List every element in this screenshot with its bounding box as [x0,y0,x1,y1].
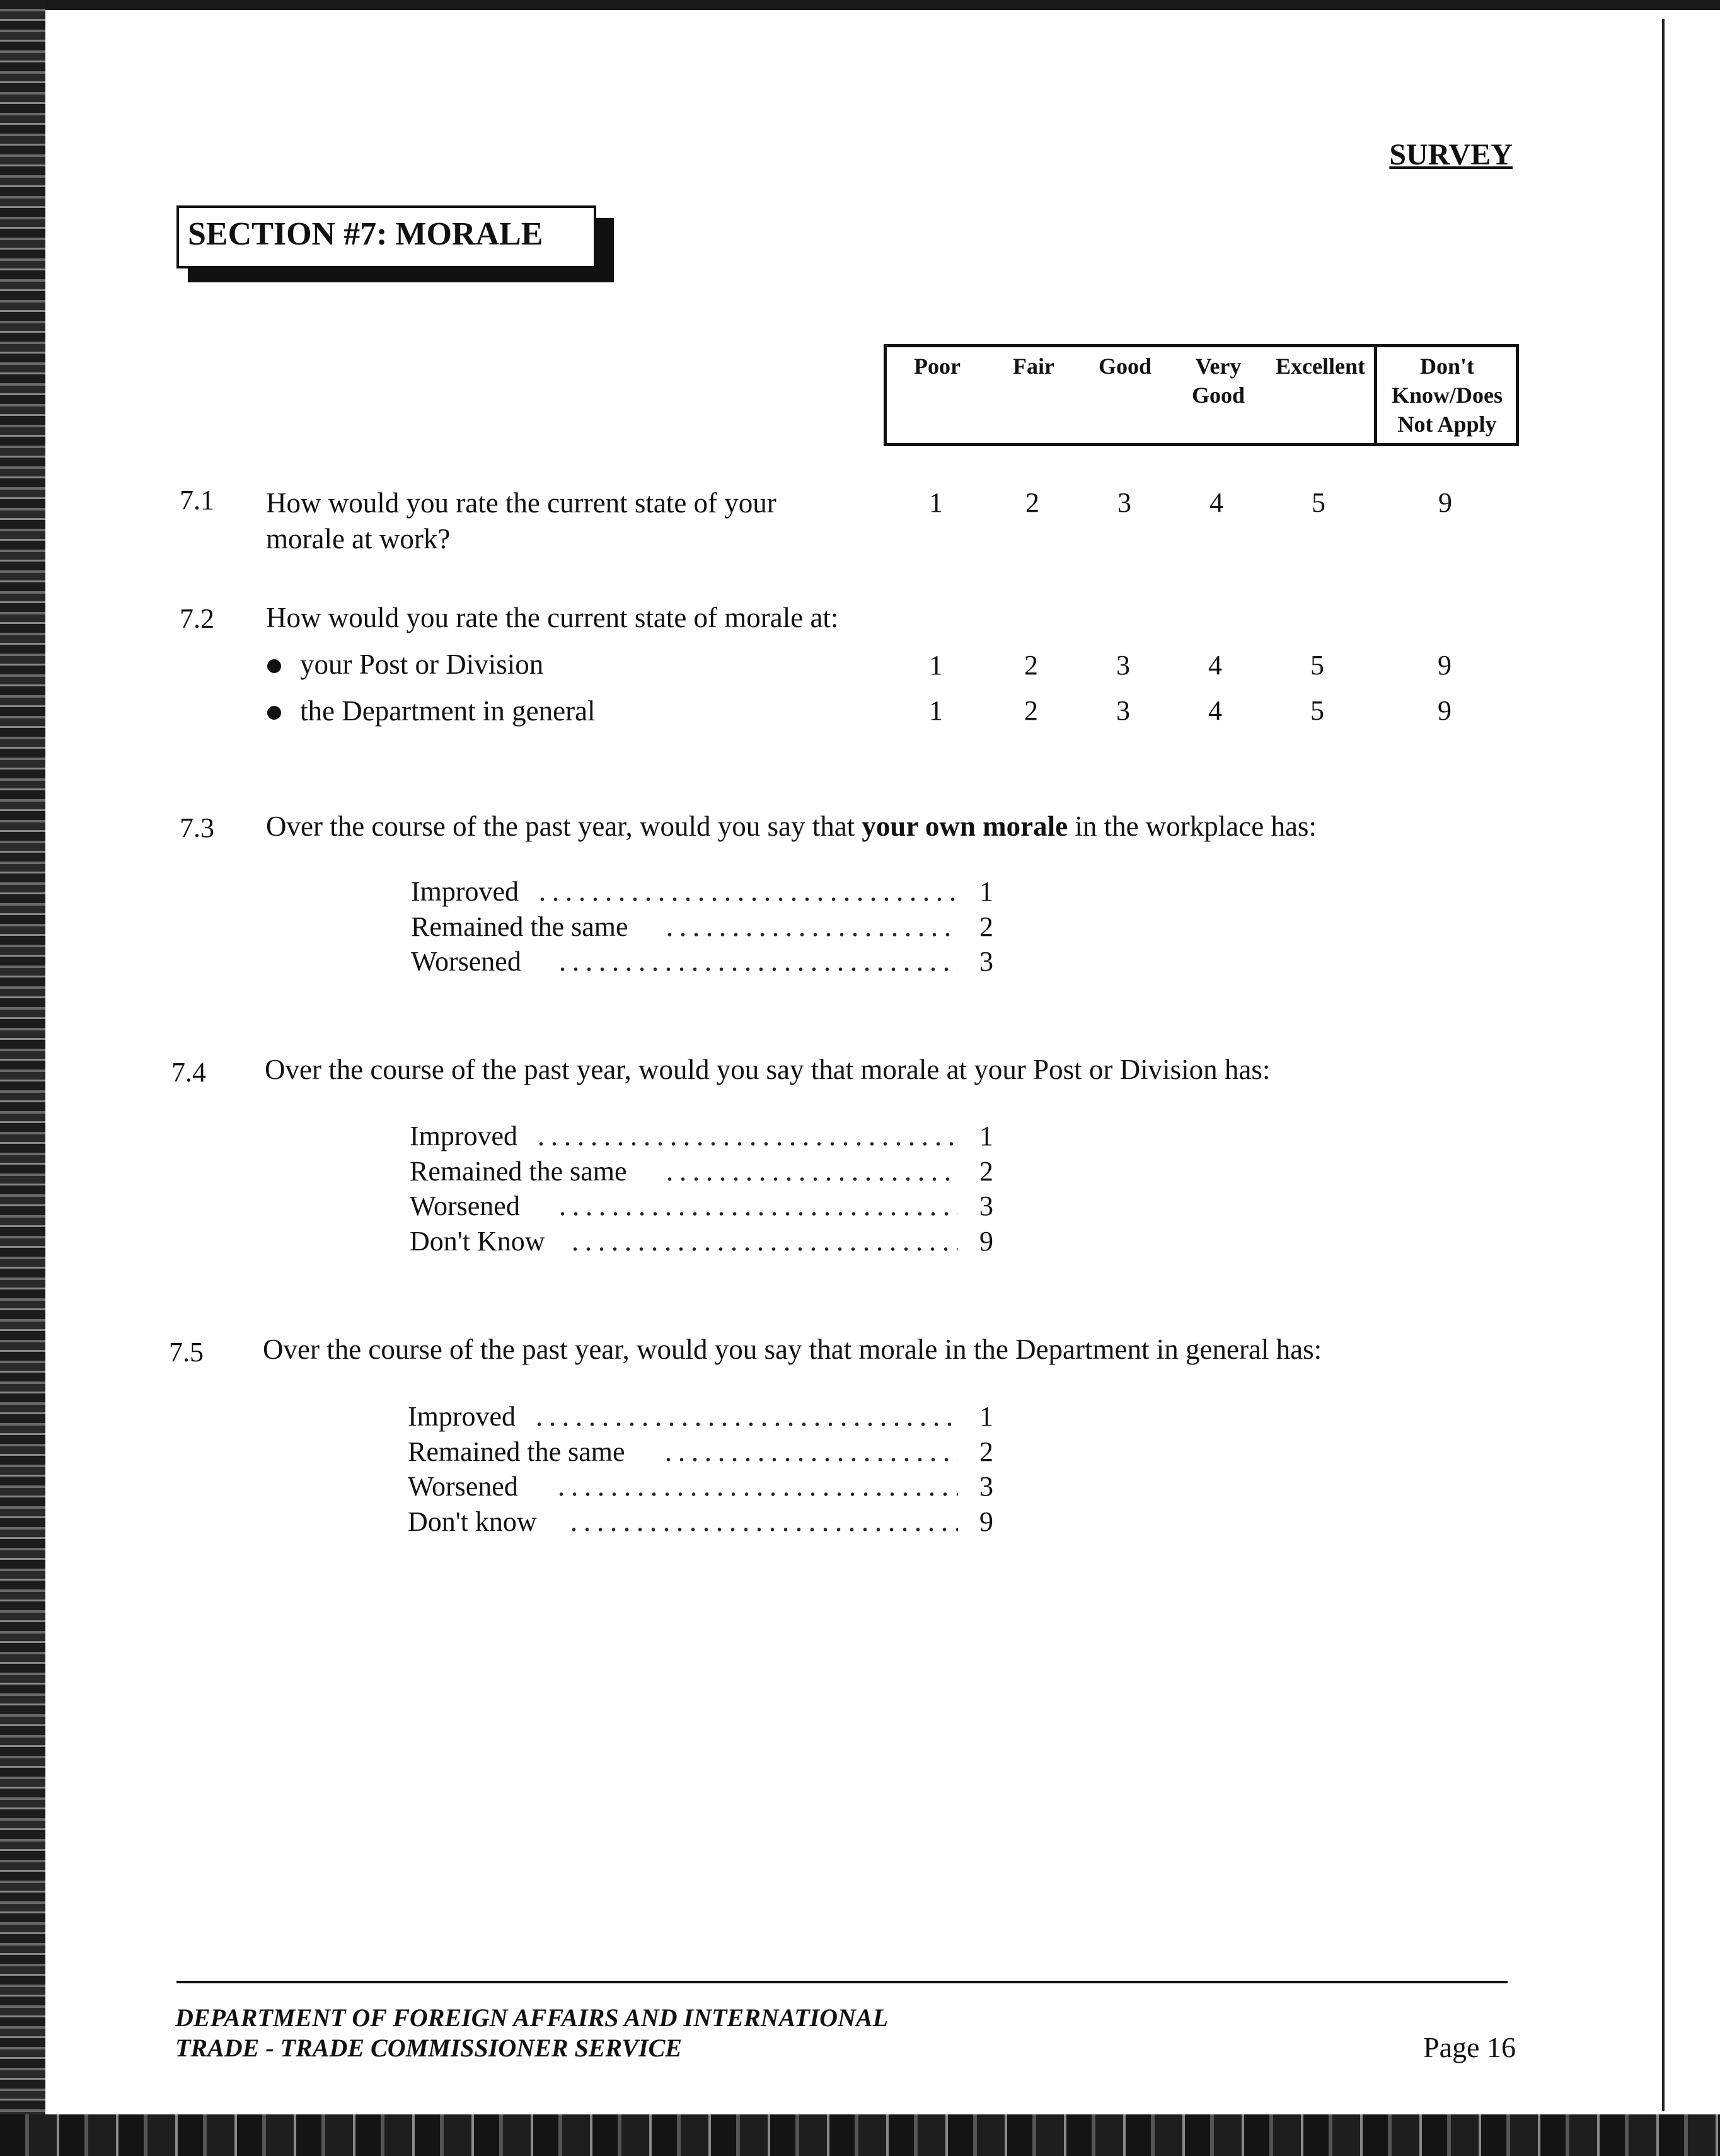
option-label: Remained the same [410,1156,627,1187]
page-number: Page 16 [1423,2031,1516,2063]
question-number: 7.1 [180,485,214,516]
dot-leader [663,933,958,937]
rating-value[interactable]: 3 [1116,650,1130,681]
rating-value[interactable]: 5 [1310,695,1324,726]
option-code[interactable]: 2 [979,1436,993,1467]
column-label: Poor [914,354,961,379]
question-number: 7.3 [180,812,214,843]
column-label: Don't [1419,354,1474,379]
question-emphasis: your own morale [862,810,1068,842]
rating-value[interactable]: 2 [1024,695,1038,726]
option-label: Worsened [408,1471,518,1502]
option-code[interactable]: 9 [979,1226,993,1257]
footer-department-line2: TRADE - TRADE COMMISSIONER SERVICE [175,2034,682,2062]
option-code[interactable]: 9 [979,1506,993,1537]
question-number: 7.4 [171,1057,206,1088]
option-code[interactable]: 2 [979,1156,993,1187]
rating-value[interactable]: 4 [1209,487,1223,518]
question-text: How would you rate the current state of morale at: [266,602,839,633]
option-label: Improved [410,1121,518,1151]
column-header-very-good [1177,352,1259,410]
rating-value[interactable]: 1 [929,487,943,518]
option-code[interactable]: 2 [979,911,993,942]
question-number: 7.2 [180,603,214,634]
column-header-fair [993,352,1075,381]
rating-value[interactable]: 9 [1438,487,1452,518]
survey-header: SURVEY [1389,138,1513,171]
scan-left-border [0,0,45,2156]
column-label: Know/Does [1391,383,1503,408]
rating-value[interactable]: 3 [1116,695,1130,726]
option-code[interactable]: 3 [979,946,993,977]
question-text-line: How would you rate the current state of your [266,487,776,519]
column-label: Very [1195,354,1242,379]
footer-department-line1: DEPARTMENT OF FOREIGN AFFAIRS AND INTERNATIONAL [175,2003,889,2032]
option-code[interactable]: 1 [979,1401,993,1432]
option-label: Worsened [411,946,521,977]
option-label: Don't Know [410,1226,545,1257]
option-code[interactable]: 3 [979,1190,993,1221]
option-code[interactable]: 1 [979,1121,993,1151]
option-label: Remained the same [411,911,628,942]
scan-bottom-border [0,2114,1720,2156]
dot-leader [556,967,958,971]
section-title: SECTION #7: MORALE [188,216,543,252]
bullet-icon [267,706,281,720]
question-text [266,809,1317,845]
dot-leader [533,1422,958,1426]
option-label: Remained the same [408,1436,625,1467]
column-header-good [1084,352,1166,381]
dot-leader [567,1528,958,1531]
option-code[interactable]: 1 [979,876,993,907]
rating-scale-divider [1374,344,1377,446]
sub-item-label: the Department in general [300,695,596,727]
column-header-poor [896,352,978,381]
column-label: Excellent [1276,354,1365,379]
rating-value[interactable]: 4 [1208,695,1222,726]
dot-leader [556,1212,958,1216]
footer-rule [176,1981,1508,1983]
rating-value[interactable]: 2 [1024,650,1038,681]
dot-leader [534,1142,958,1146]
dot-leader [569,1247,958,1251]
dot-leader [663,1177,958,1181]
column-header-dont-know [1378,352,1516,439]
rating-value[interactable]: 9 [1438,650,1452,681]
question-number: 7.5 [169,1337,204,1368]
rating-value[interactable]: 3 [1117,487,1131,518]
dot-leader [536,897,958,901]
rating-value[interactable]: 1 [929,695,943,726]
column-label: Fair [1013,354,1054,379]
option-code[interactable]: 3 [979,1471,993,1502]
rating-value[interactable]: 5 [1312,487,1325,518]
rating-value[interactable]: 2 [1025,487,1039,518]
question-text-part: in the workplace has: [1068,810,1317,842]
question-text-line: morale at work? [266,523,451,555]
column-label: Good [1191,383,1245,408]
question-text: Over the course of the past year, would you say that morale at your Post or Division has: [265,1054,1271,1085]
rating-value[interactable]: 5 [1310,650,1324,681]
bullet-icon [267,659,281,673]
question-text [266,485,776,557]
question-text: Over the course of the past year, would you say that morale in the Department in general has: [263,1334,1322,1365]
page-right-edge [1662,19,1665,2111]
scan-top-border [0,0,1720,10]
column-label: Good [1098,354,1152,379]
dot-leader [555,1492,958,1496]
sub-item-label: your Post or Division [300,649,544,680]
rating-value[interactable]: 4 [1208,650,1222,681]
column-label: Not Apply [1397,412,1497,437]
rating-value[interactable]: 9 [1438,695,1452,726]
dot-leader [662,1458,958,1461]
option-label: Improved [411,876,519,907]
option-label: Worsened [410,1190,520,1221]
rating-value[interactable]: 1 [929,650,943,681]
option-label: Don't know [408,1506,537,1537]
question-text-part: Over the course of the past year, would you say that [266,810,862,842]
column-header-excellent [1267,352,1374,381]
option-label: Improved [408,1401,516,1432]
